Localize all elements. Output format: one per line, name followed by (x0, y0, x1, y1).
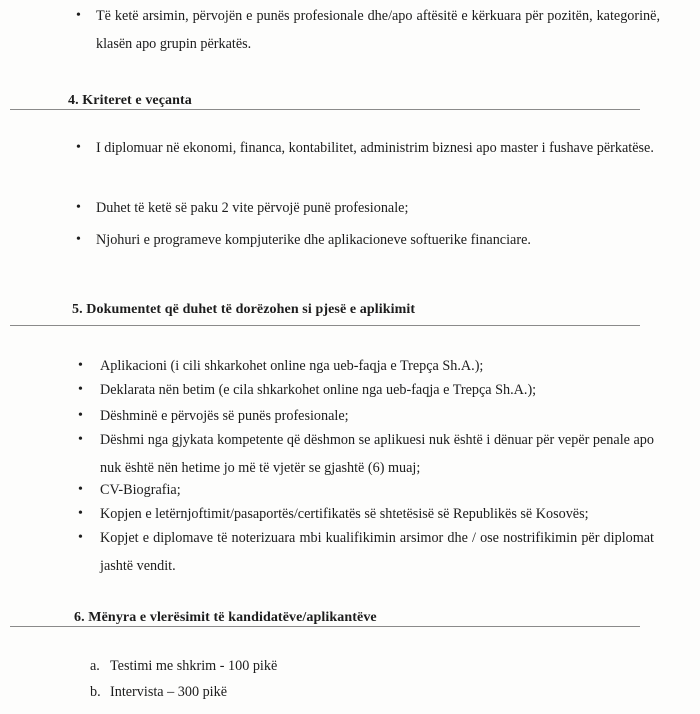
list-item: CV-Biografia; (100, 482, 181, 498)
list-item (90, 680, 227, 704)
list-item-text: Intervista – 300 pikë (110, 684, 228, 700)
list-item: Kopjet e diplomave të noterizuara mbi kualifikimin arsimor dhe / ose nostrifikimin për diplomat jashtë vendit. (100, 530, 654, 574)
list-item: Njohuri e programeve kompjuterike dhe aplikacioneve softuerike financiare. (96, 232, 531, 248)
list-item: Deklarata nën betim (e cila shkarkohet online nga ueb-faqja e Trepça Sh.A.); (100, 382, 537, 398)
list-item: Aplikacioni (i cili shkarkohet online nga ueb-faqja e Trepça Sh.A.); (100, 358, 484, 374)
bullet-marker: • (78, 382, 83, 397)
bullet-marker: • (76, 200, 81, 215)
bullet-marker: • (76, 232, 81, 247)
bullet-marker: • (78, 482, 83, 497)
list-marker: a. (90, 658, 100, 674)
list-item: Kopjen e letërnjoftimit/pasaportës/certifikatës së shtetësisë së Republikës së Kosovës; (100, 506, 589, 522)
section-heading-documents: 5. Dokumentet që duhet të dorëzohen si pjesë e aplikimit (72, 302, 416, 317)
bullet-marker: • (78, 530, 83, 545)
bullet-marker: • (78, 408, 83, 423)
list-item (90, 654, 277, 678)
list-marker: b. (90, 684, 101, 700)
section-heading-criteria: 4. Kriteret e veçanta (68, 93, 192, 108)
bullet-marker: • (76, 8, 81, 23)
list-item: Duhet të ketë së paku 2 vite përvojë punë profesionale; (96, 200, 409, 216)
section-divider (10, 626, 640, 627)
bullet-marker: • (78, 358, 83, 373)
section-divider (10, 325, 640, 326)
list-item: Të ketë arsimin, përvojën e punës profesionale dhe/apo aftësitë e kërkuara për pozitën, kategorinë, klasën apo grupin përkatës. (96, 8, 660, 52)
bullet-marker: • (78, 506, 83, 521)
list-item: I diplomuar në ekonomi, financa, kontabilitet, administrim biznesi apo master i fushave përkatëse. (96, 140, 654, 156)
bullet-marker: • (76, 140, 81, 155)
list-item: Dëshminë e përvojës së punës profesionale; (100, 408, 349, 424)
bullet-marker: • (78, 432, 83, 447)
list-item: Dëshmi nga gjykata kompetente që dëshmon se aplikuesi nuk është i dënuar për vepër penale apo nuk është nën hetime jo më të vjetër se gjashtë (6) muaj; (100, 432, 654, 476)
list-item-text: Testimi me shkrim - 100 pikë (110, 658, 278, 674)
section-divider (10, 109, 640, 110)
section-heading-evaluation: 6. Mënyra e vlerësimit të kandidatëve/aplikantëve (74, 610, 377, 625)
